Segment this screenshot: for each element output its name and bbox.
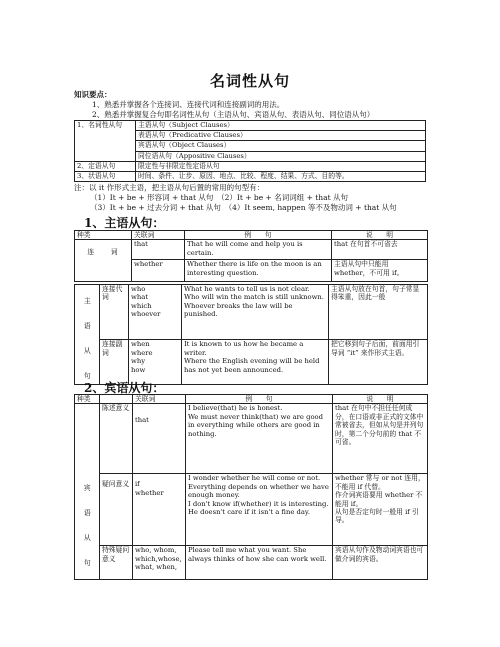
kind-subject-clause-label: 主 语 从 句: [83, 297, 92, 384]
example-pronouns: What he wants to tell us is not clear. Who will win the match is still unknown. Whoever breaks the law will be punished.: [182, 285, 329, 340]
header-connective: 关联词: [133, 395, 186, 404]
connective-pronouns: who what which whoever: [129, 285, 182, 340]
connective-wh-words: who, whom, which,whose, what, when,: [133, 546, 186, 580]
overview-item: 宾语从句（Object Clauses）: [136, 141, 426, 151]
header-kind: 种类: [75, 395, 100, 404]
example-question: I wonder whether he will come or not. Everything depends on whether we have enough money. I don't know if(whether) it is interesting. He doesn't care if it isn't a fine day.: [186, 474, 333, 546]
overview-label: 3、状语从句: [75, 172, 136, 182]
kind-object-clause: [75, 404, 100, 580]
overview-item: 表语从句（Predicative Clauses）: [136, 131, 426, 141]
header-sub: [100, 395, 133, 404]
overview-item: 同位语从句（Appositive Clauses）: [136, 151, 426, 161]
knowledge-point-2: 2、熟悉并掌握复合句即名词性从句（主语从句、宾语从句、表语从句、同位语从句）: [92, 110, 375, 119]
page-title: 名词性从句: [209, 72, 290, 90]
sub-kind-statement: 陈述意义: [100, 404, 133, 474]
example-special-question: Please tell me what you want. She always thinks of how she can work well.: [186, 546, 333, 580]
connective-that: that: [133, 404, 186, 474]
sub-kind-pronoun: 连接代词: [100, 285, 129, 340]
object-heading: 2、宾语从句：: [84, 381, 165, 395]
kind-subject-clause: [75, 285, 100, 385]
overview-label: 1、名词性从句: [75, 121, 136, 162]
example-adverbs: It is known to us how he became a writer. Where the English evening will be held has not yet been announced.: [182, 340, 329, 385]
overview-table: [74, 120, 426, 182]
overview-item: 主语从句（Subject Clauses）: [136, 121, 426, 131]
connective-that: that: [132, 240, 185, 260]
header-note: 说 明: [333, 395, 428, 404]
note-special-question: 宾语从句作及物动词宾语也可做介词的宾语。: [333, 546, 428, 580]
knowledge-point-1: 1、熟悉并掌握各个连接词、连接代词和连接副词的用法。: [92, 100, 285, 109]
note-question: whether 常与 or not 连用，不能用 if 代替。 作介词宾语要用 whether 不能用 if。 从句是否定句时一般用 if 引导。: [333, 474, 428, 546]
note-statement: that 在句中不担任任何成分，在口语或非正式的文体中常被省去，但如从句是并列句时，第二个分句前的 that 不可省。: [333, 404, 428, 474]
example-statement: I believe(that) he is honest. We must never think(that) we are good in everything while others are good in nothing.: [186, 404, 333, 474]
note-pattern-2: （3）It + be + 过去分词 + that 从句 （4）It seem, happen 等不及物动词 + that 从句: [90, 203, 397, 212]
overview-item: 时间、条件、让步、原因、地点、比较、程度、结果、方式、目的等。: [136, 172, 426, 182]
subject-table: [74, 230, 428, 282]
sub-kind-adverb: 连接副词: [100, 340, 129, 385]
sub-kind-question: 疑问意义: [100, 474, 133, 546]
note-whether: 主语从句中只能用 whether，不可用 if。: [332, 260, 428, 282]
connective-adverbs: when where why how: [129, 340, 182, 385]
note-line: 注：以 it 作形式主语，把主语从句后置的常用的句型有：: [74, 183, 265, 192]
connective-whether: whether: [132, 260, 185, 282]
header-connective: 关联词: [132, 231, 185, 240]
sub-kind-special-question: 特殊疑问意义: [100, 546, 133, 580]
object-table: [74, 394, 428, 580]
overview-label: 2、定语从句: [75, 161, 136, 171]
kind-object-clause-label: 宾 语 从 句: [83, 484, 92, 572]
note-pattern-1: （1）It + be + 形容词 + that 从句 （2）It + be + 名词词组 + that 从句: [90, 193, 348, 202]
example-whether: Whether there is life on the moon is an interesting question.: [185, 260, 332, 282]
knowledge-heading: 知识要点：: [74, 90, 112, 99]
note-pronouns: 主语从句放在句首，句子常显得笨重，因此一般: [329, 285, 428, 340]
subject-table-2: [74, 284, 428, 385]
header-kind: 种类: [75, 231, 132, 240]
header-note: 说 明: [332, 231, 428, 240]
connective-if-whether: if whether: [133, 474, 186, 546]
note-adverbs: 把它移到句子后面，前面用引导词 “it” 来作形式主语。: [329, 340, 428, 385]
example-that: That he will come and help you is certain.: [185, 240, 332, 260]
kind-conjunction: 连 词: [75, 240, 132, 282]
overview-item: 限定性与非限定性定语从句: [136, 161, 426, 171]
subject-heading: 1、主语从句：: [84, 216, 165, 230]
header-example: 例 句: [186, 395, 333, 404]
header-example: 例 句: [185, 231, 332, 240]
note-that: that 在句首不可省去: [332, 240, 428, 260]
